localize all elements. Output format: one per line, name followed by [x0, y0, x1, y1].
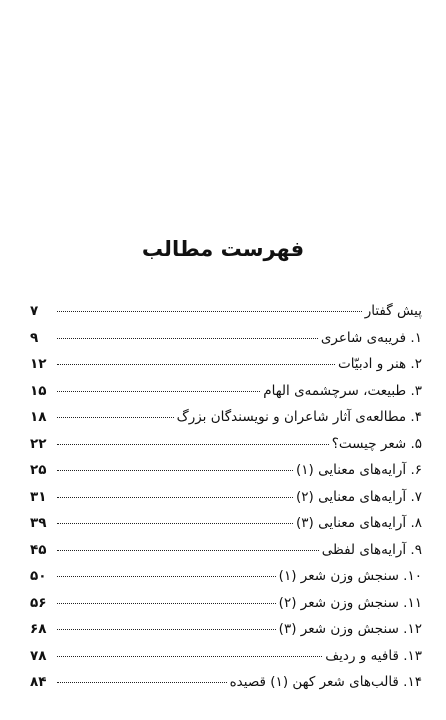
toc-entry-page: ۷۸ — [30, 647, 47, 664]
toc-entry-page: ۲۲ — [30, 435, 47, 452]
toc-leader-dots — [57, 311, 362, 312]
toc-entry-page: ۷ — [30, 303, 39, 319]
toc-entry-label: ۱۴. قالب‌های شعر کهن (۱) قصیده — [229, 674, 422, 690]
toc-entry-label: ۱. فریبه‌ی شاعری — [320, 329, 422, 346]
toc-entry-page: ۱۵ — [30, 382, 47, 399]
toc-leader-dots — [57, 682, 227, 683]
toc-entry-label: ۴. مطالعه‌ی آثار شاعران و نویسندگان بزرگ — [176, 409, 422, 425]
toc-entry-page: ۹ — [30, 329, 39, 346]
toc-entry-label: ۱۰. سنجش وزن شعر (۱) — [278, 568, 422, 584]
toc-title: فهرست مطالب — [141, 237, 305, 261]
toc-entry — [30, 595, 422, 622]
toc-entry-page: ۸۴ — [30, 674, 47, 690]
toc-entry — [30, 462, 422, 489]
toc-entry — [30, 409, 422, 436]
toc-entry — [30, 648, 422, 675]
toc-entry — [30, 674, 422, 701]
toc-entry-label: ۱۲. سنجش وزن شعر (۳) — [278, 621, 422, 637]
toc-entry — [30, 330, 422, 357]
toc-entry-page: ۳۹ — [30, 515, 47, 531]
toc-leader-dots — [57, 656, 322, 657]
toc-entry-label: ۸. آرایه‌های معنایی (۳) — [296, 515, 422, 531]
toc-entry-page: ۵۰ — [30, 568, 47, 584]
toc-entry — [30, 621, 422, 648]
toc-entry-page: ۲۵ — [30, 462, 47, 478]
toc-entry-page: ۳۱ — [30, 488, 47, 505]
toc-leader-dots — [57, 497, 293, 498]
toc-entry-label: ۱۱. سنجش وزن شعر (۲) — [278, 594, 422, 611]
toc-leader-dots — [57, 417, 174, 418]
toc-leader-dots — [57, 444, 329, 445]
toc-entry-page: ۵۶ — [30, 594, 47, 611]
toc-leader-dots — [57, 364, 335, 365]
toc-entry-label: پیش گفتار — [364, 303, 422, 319]
toc-entry-label: ۳. طبیعت، سرچشمه‌ی الهام — [263, 382, 422, 399]
toc-leader-dots — [57, 338, 318, 339]
toc-entry — [30, 356, 422, 383]
toc-entry-label: ۷. آرایه‌های معنایی (۲) — [296, 488, 422, 505]
toc-leader-dots — [57, 603, 276, 604]
toc-entry-page: ۱۲ — [30, 356, 47, 372]
toc-entry-label: ۲. هنر و ادبیّات — [337, 356, 422, 372]
toc-leader-dots — [57, 576, 276, 577]
toc-entry — [30, 568, 422, 595]
toc-entry — [30, 436, 422, 463]
toc-entry — [30, 303, 422, 330]
toc-leader-dots — [57, 470, 293, 471]
toc-entry — [30, 383, 422, 410]
toc-entry-label: ۹. آرایه‌های لفظی — [321, 541, 422, 558]
toc-entry-page: ۱۸ — [30, 409, 47, 425]
toc-leader-dots — [57, 629, 276, 630]
toc-entry — [30, 542, 422, 569]
toc-entry-label: ۵. شعر چیست؟ — [331, 435, 422, 452]
toc-entry-page: ۴۵ — [30, 541, 47, 558]
toc-leader-dots — [57, 550, 319, 551]
toc-entry-label: ۱۳. قافیه و ردیف — [325, 647, 422, 664]
toc-leader-dots — [57, 391, 260, 392]
toc-list — [30, 303, 422, 701]
toc-entry-page: ۶۸ — [30, 621, 47, 637]
toc-entry — [30, 489, 422, 516]
toc-leader-dots — [57, 523, 293, 524]
toc-entry-label: ۶. آرایه‌های معنایی (۱) — [296, 462, 422, 478]
toc-entry — [30, 515, 422, 542]
